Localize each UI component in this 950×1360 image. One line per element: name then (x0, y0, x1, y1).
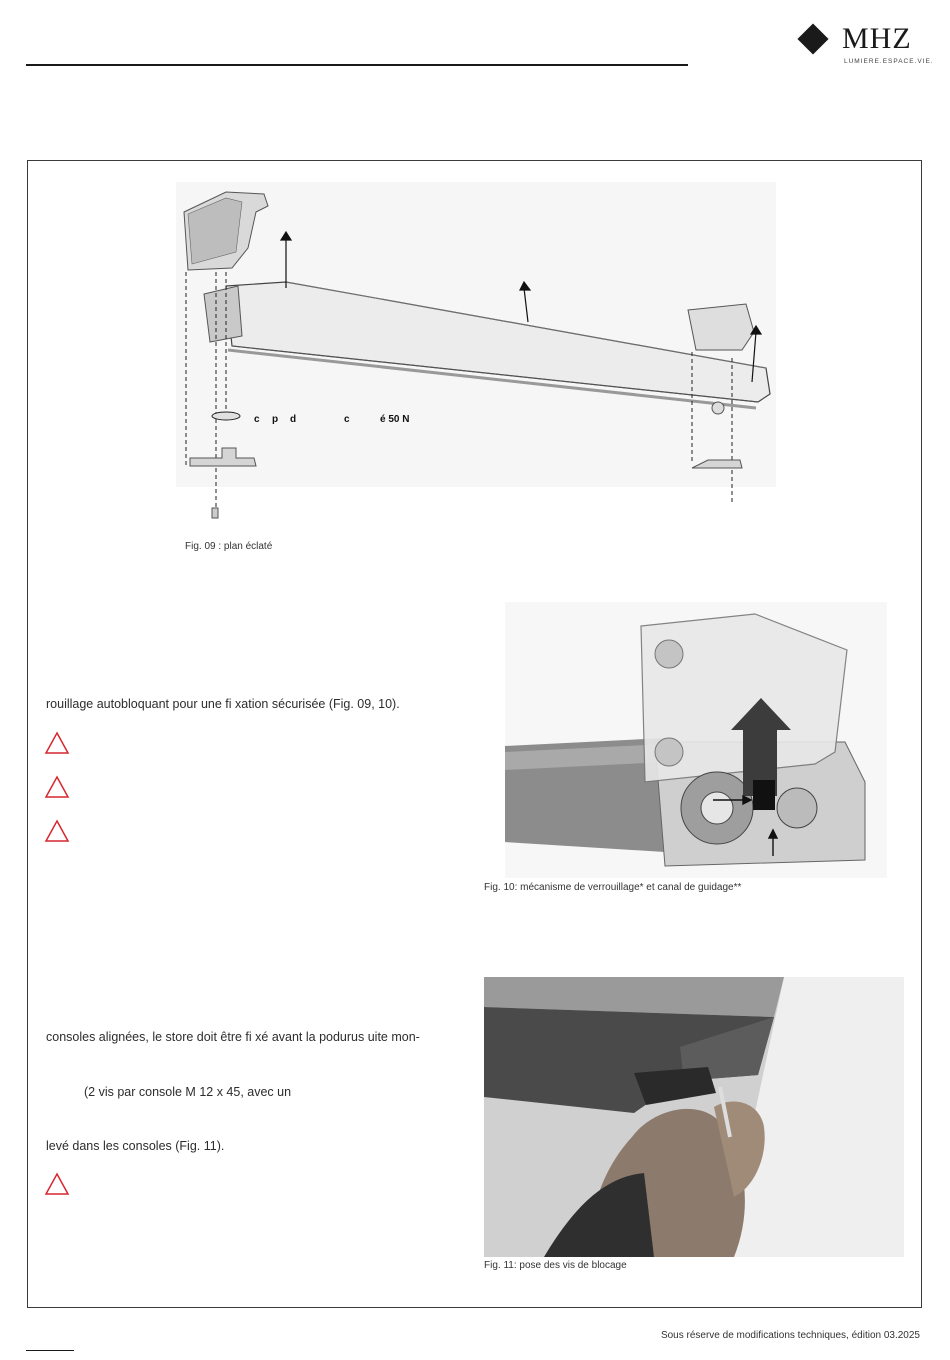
fig09-exploded-drawing (176, 182, 776, 527)
warning-triangle-icon (44, 819, 70, 843)
fig10-caption: Fig. 10: mécanisme de verrouillage* et canal de guidage** (484, 882, 742, 893)
footer-note: Sous réserve de modifications techniques, édition 03.2025 (660, 1330, 920, 1341)
body-text-line-3: (2 vis par console M 12 x 45, avec un (84, 1085, 292, 1099)
fig09-label-2: p (272, 414, 279, 425)
logo-text: MHZ (842, 22, 912, 55)
fig09-label-5: é 50 N (380, 414, 410, 425)
brand-logo (798, 22, 934, 74)
fig11-caption: Fig. 11: pose des vis de blocage (484, 1260, 627, 1271)
body-text-line-1: rouillage autobloquant pour une fi xation sécurisée (Fig. 09, 10). (46, 697, 400, 711)
fig09-caption: Fig. 09 : plan éclaté (185, 541, 273, 552)
logo-diamond-icon (797, 23, 828, 54)
body-text-line-2: consoles alignées, le store doit être fi xé avant la podurus uite mon- (46, 1030, 420, 1044)
warning-triangle-icon (44, 775, 70, 799)
header-rule (26, 64, 688, 66)
fig09-label-4: c (344, 414, 350, 425)
fig10-locking-mechanism-image (505, 602, 887, 878)
fig11-installation-photo (484, 977, 904, 1257)
fig09-label-1: c (254, 414, 260, 425)
fig09-label-3: d (290, 414, 297, 425)
logo-tagline: LUMIERE.ESPACE.VIE. (844, 58, 934, 65)
footer-rule (26, 1350, 74, 1351)
warning-triangle-icon (44, 731, 70, 755)
body-text-line-4: levé dans les consoles (Fig. 11). (46, 1139, 225, 1153)
warning-triangle-icon (44, 1172, 70, 1196)
